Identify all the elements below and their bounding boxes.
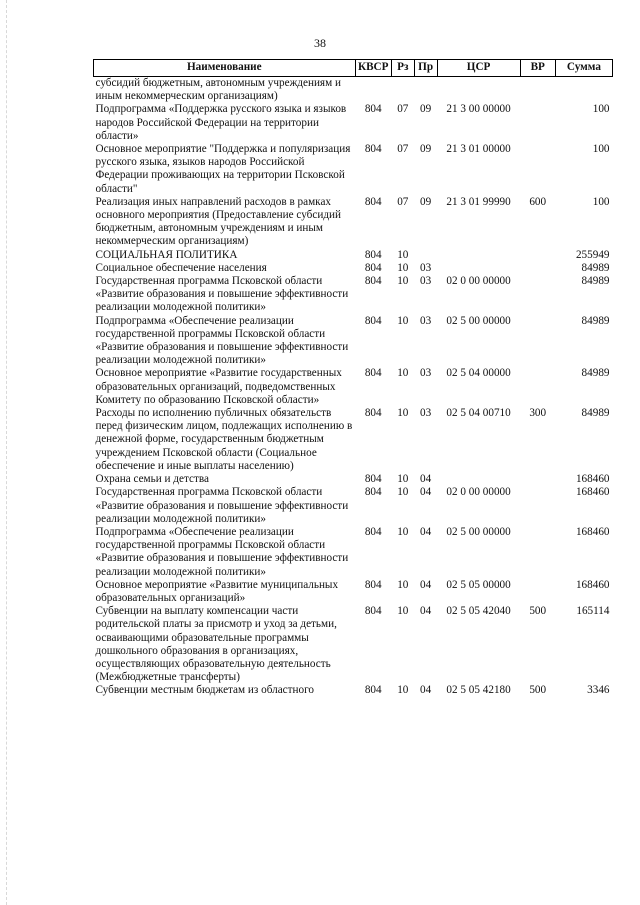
- table-row: [94, 605, 613, 684]
- cell-kvsr: 804: [364, 314, 382, 327]
- cell-rz: 07: [397, 103, 409, 116]
- cell-pr: 03: [420, 261, 432, 274]
- cell-sum: 84989: [581, 314, 610, 327]
- cell-sum: 168460: [575, 473, 610, 486]
- cell-pr: [414, 249, 437, 262]
- cell-rz: 10: [397, 605, 409, 618]
- cell-csr: 02 0 00 00000: [446, 486, 511, 499]
- cell-kvsr: 804: [364, 473, 382, 486]
- column-header-sum: Сумма: [555, 60, 612, 77]
- column-header-pr: Пр: [414, 60, 437, 77]
- cell-sum: 255949: [575, 248, 610, 261]
- cell-name: Государственная программа Псковской области «Развитие образования и повышение эффективности реализации молодежной политики»: [95, 486, 349, 525]
- cell-pr: 04: [420, 473, 432, 486]
- cell-csr: 02 5 04 00710: [446, 407, 511, 420]
- cell-vr: [520, 315, 555, 368]
- cell-pr: 04: [420, 605, 432, 618]
- cell-csr: 02 5 05 42180: [446, 684, 511, 697]
- cell-name: Основное мероприятие «Развитие государственных образовательных организаций, подведомственных Комитету по образованию Псковской области»: [95, 367, 342, 406]
- column-header-rz: Рз: [391, 60, 414, 77]
- table-body: [94, 77, 613, 698]
- cell-sum: [555, 77, 612, 104]
- cell-kvsr: [355, 77, 391, 104]
- cell-pr: 04: [420, 486, 432, 499]
- table-row: [94, 196, 613, 249]
- cell-sum: 84989: [581, 261, 610, 274]
- cell-pr: 09: [420, 103, 432, 116]
- cell-vr: [520, 143, 555, 196]
- table-row: [94, 367, 613, 407]
- budget-table: [93, 59, 613, 698]
- cell-kvsr: 804: [364, 248, 382, 261]
- cell-name: Основное мероприятие «Развитие муниципальных образовательных организаций»: [95, 578, 339, 604]
- cell-pr: 03: [420, 407, 432, 420]
- cell-rz: 10: [397, 407, 409, 420]
- cell-vr: [520, 275, 555, 315]
- cell-csr: [437, 249, 520, 262]
- cell-csr: [437, 473, 520, 486]
- cell-kvsr: 804: [364, 103, 382, 116]
- cell-name: Субвенции местным бюджетам из областного: [95, 684, 314, 697]
- cell-kvsr: 804: [364, 486, 382, 499]
- cell-rz: 10: [397, 275, 409, 288]
- cell-name: Подпрограмма «Поддержка русского языка и языков народов Российской Федерации на территории области»: [95, 103, 347, 142]
- cell-csr: 02 5 00 00000: [446, 314, 511, 327]
- cell-csr: 02 5 05 42040: [446, 605, 511, 618]
- cell-sum: 100: [592, 103, 610, 116]
- table-row: [94, 275, 613, 315]
- cell-vr: [520, 473, 555, 486]
- cell-sum: 168460: [575, 578, 610, 591]
- cell-csr: 02 5 05 00000: [446, 578, 511, 591]
- cell-vr: 300: [529, 407, 547, 420]
- cell-rz: 10: [397, 367, 409, 380]
- cell-rz: 07: [397, 195, 409, 208]
- page-number: 38: [314, 36, 326, 50]
- cell-name: Расходы по исполнению публичных обязательств перед физическим лицом, подлежащих исполнению в денежной форме, государственным бюджетным учреждением Псковской области (Социальное обеспечение и иные выплаты населению): [95, 407, 353, 472]
- cell-pr: 04: [420, 578, 432, 591]
- cell-name: Основное мероприятие "Поддержка и популяризация русского языка, языков народов Российской Федерации проживающих на территории Псковской области": [95, 143, 351, 195]
- cell-vr: 500: [529, 605, 547, 618]
- cell-csr: 21 3 01 00000: [446, 143, 511, 156]
- column-header-vr: ВР: [520, 60, 555, 77]
- table-row: [94, 262, 613, 275]
- cell-csr: 02 5 00 00000: [446, 525, 511, 538]
- cell-rz: 10: [397, 473, 409, 486]
- cell-sum: 84989: [581, 407, 610, 420]
- cell-kvsr: 804: [364, 605, 382, 618]
- cell-vr: [520, 526, 555, 579]
- cell-vr: [520, 486, 555, 526]
- cell-sum: 165114: [576, 605, 610, 618]
- cell-name: Социальное обеспечение населения: [95, 261, 267, 274]
- cell-vr: [520, 77, 555, 104]
- table-row: [94, 143, 613, 196]
- cell-kvsr: 804: [364, 275, 382, 288]
- cell-rz: 10: [397, 248, 409, 261]
- cell-rz: 07: [397, 143, 409, 156]
- cell-kvsr: 804: [364, 261, 382, 274]
- scan-edge: [6, 0, 8, 905]
- table-row: [94, 249, 613, 262]
- cell-kvsr: 804: [364, 367, 382, 380]
- table-row: [94, 407, 613, 473]
- cell-vr: [520, 579, 555, 605]
- cell-pr: 04: [420, 684, 432, 697]
- cell-csr: 21 3 00 00000: [446, 103, 511, 116]
- cell-vr: [520, 367, 555, 407]
- cell-sum: 168460: [575, 525, 610, 538]
- cell-kvsr: 804: [364, 407, 382, 420]
- cell-rz: 10: [397, 314, 409, 327]
- column-header-name: Наименование: [94, 60, 356, 77]
- cell-vr: 600: [529, 195, 547, 208]
- cell-rz: 10: [397, 525, 409, 538]
- table-row: [94, 486, 613, 526]
- table-row: [94, 103, 613, 143]
- cell-name: СОЦИАЛЬНАЯ ПОЛИТИКА: [95, 248, 238, 261]
- cell-name: субсидий бюджетным, автономным учреждениям и иным некоммерческим организациям): [95, 77, 341, 103]
- cell-pr: 09: [420, 143, 432, 156]
- table-row: [94, 526, 613, 579]
- cell-csr: 21 3 01 99990: [446, 195, 511, 208]
- cell-kvsr: 804: [364, 525, 382, 538]
- cell-rz: [391, 77, 414, 104]
- cell-csr: 02 0 00 00000: [446, 275, 511, 288]
- cell-rz: 10: [397, 578, 409, 591]
- cell-csr: [437, 262, 520, 275]
- cell-csr: [437, 77, 520, 104]
- cell-pr: 04: [420, 525, 432, 538]
- cell-name: Государственная программа Псковской области «Развитие образования и повышение эффективности реализации молодежной политики»: [95, 275, 349, 314]
- cell-sum: 3346: [587, 684, 610, 697]
- column-header-kvsr: КВСР: [355, 60, 391, 77]
- cell-kvsr: 804: [364, 195, 382, 208]
- cell-csr: 02 5 04 00000: [446, 367, 511, 380]
- cell-sum: 100: [592, 195, 610, 208]
- cell-kvsr: 804: [364, 684, 382, 697]
- cell-pr: 09: [420, 195, 432, 208]
- cell-kvsr: 804: [364, 143, 382, 156]
- cell-name: Субвенции на выплату компенсации части родительской платы за присмотр и уход за детьми, осваивающими образовательные программы дошкольного образования в организациях, осуществляющих образовательную деятельность (Межбюджетные трансферты): [95, 605, 337, 684]
- cell-vr: [520, 103, 555, 143]
- cell-kvsr: 804: [364, 578, 382, 591]
- cell-vr: 500: [529, 684, 547, 697]
- cell-pr: [414, 77, 437, 104]
- cell-rz: 10: [397, 684, 409, 697]
- cell-rz: 10: [397, 486, 409, 499]
- cell-name: Подпрограмма «Обеспечение реализации государственной программы Псковской области «Развитие образования и повышение эффективности реализации молодежной политики»: [95, 525, 349, 578]
- cell-name: Реализация иных направлений расходов в рамках основного мероприятия (Предоставление субсидий бюджетным, автономным учреждениям и иным некоммерческим организациям): [95, 195, 341, 248]
- cell-rz: 10: [397, 261, 409, 274]
- cell-sum: 84989: [581, 275, 610, 288]
- cell-name: Подпрограмма «Обеспечение реализации государственной программы Псковской области «Развитие образования и повышение эффективности реализации молодежной политики»: [95, 314, 349, 367]
- table-row: [94, 579, 613, 605]
- cell-sum: 100: [592, 143, 610, 156]
- table-row: [94, 77, 613, 104]
- cell-vr: [520, 249, 555, 262]
- table-header: [94, 60, 613, 77]
- table-row: [94, 315, 613, 368]
- table-row: [94, 473, 613, 486]
- cell-sum: 168460: [575, 486, 610, 499]
- cell-name: Охрана семьи и детства: [95, 473, 209, 486]
- cell-vr: [520, 262, 555, 275]
- cell-pr: 03: [420, 314, 432, 327]
- cell-pr: 03: [420, 275, 432, 288]
- column-header-csr: ЦСР: [437, 60, 520, 77]
- cell-sum: 84989: [581, 367, 610, 380]
- table-row: [94, 684, 613, 697]
- cell-pr: 03: [420, 367, 432, 380]
